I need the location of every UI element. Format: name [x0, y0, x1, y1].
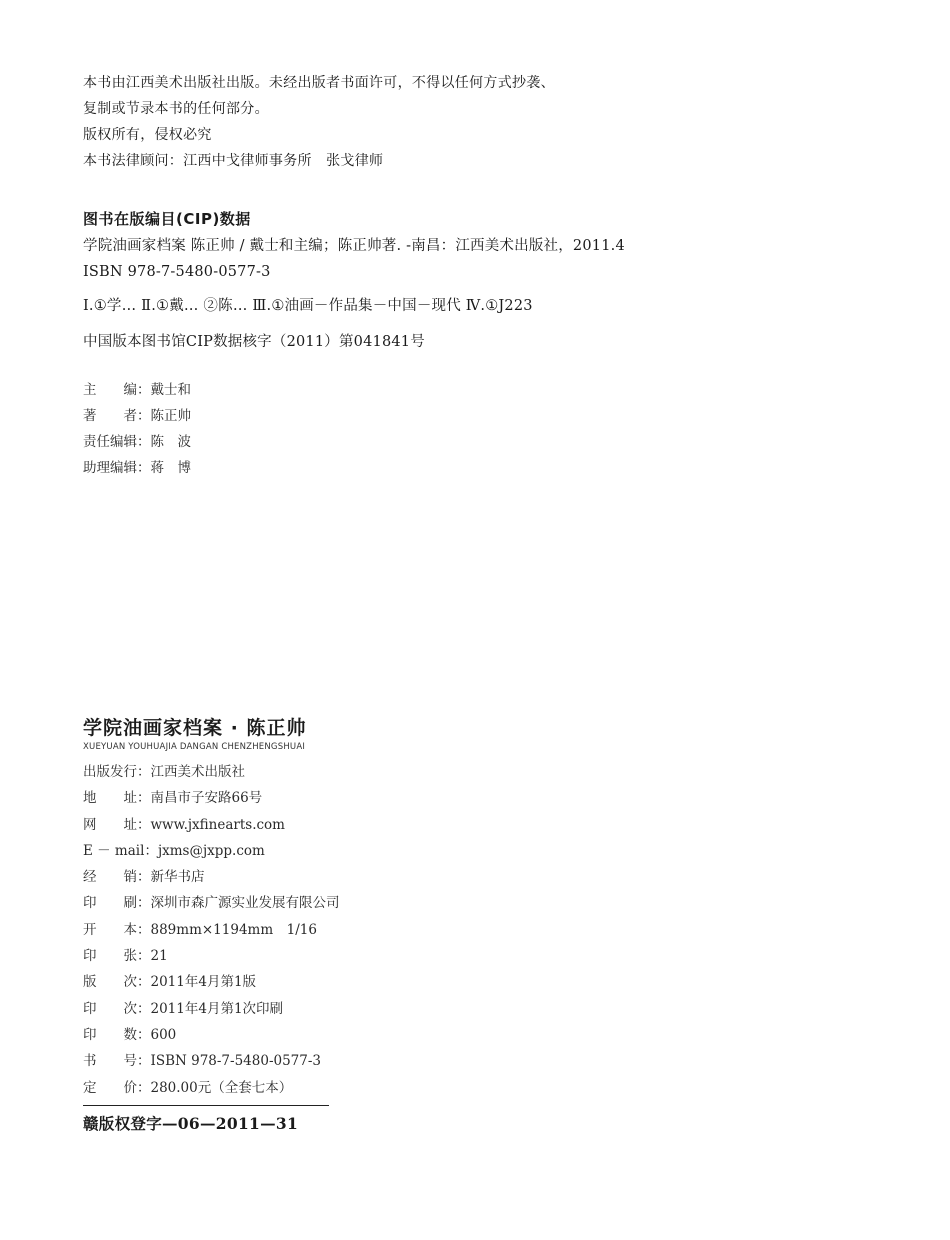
pub-label: 经 销	[83, 869, 137, 886]
copyright-notice	[83, 70, 555, 174]
credit-row: 责任编辑：陈 波	[83, 434, 191, 450]
pub-value: ISBN 978-7-5480-0577-3	[150, 1053, 322, 1070]
pub-label: 印 数	[83, 1026, 137, 1043]
pub-row: 经 销：新华书店	[83, 869, 205, 886]
pub-row: E － mail：jxms@jxpp.com	[83, 842, 265, 859]
editor-credits	[83, 377, 191, 481]
notice-line: 复制或节录本书的任何部分。	[83, 101, 269, 117]
pub-row: 书 号：ISBN 978-7-5480-0577-3	[83, 1053, 322, 1070]
book-title: 学院油画家档案 · 陈正帅	[83, 717, 307, 739]
notice-line: 本书由江西美术出版社出版。未经出版者书面许可，不得以任何方式抄袭、	[83, 75, 555, 91]
cip-line: 中国版本图书馆CIP数据核字（2011）第041841号	[83, 334, 425, 350]
pub-label: 出版发行	[83, 764, 137, 780]
pub-label: 网 址	[83, 816, 137, 833]
cip-line: ISBN 978-7-5480-0577-3	[83, 264, 271, 280]
pub-row: 网 址：www.jxfinearts.com	[83, 816, 285, 833]
pub-value: 南昌市子安路66号	[150, 790, 263, 807]
pub-label: 印 张	[83, 948, 137, 965]
pub-row: 开 本：889mm×1194mm 1/16	[83, 921, 317, 938]
pub-row: 印 刷：深圳市森广源实业发展有限公司	[83, 895, 340, 912]
credit-value: 陈 波	[150, 434, 191, 450]
book-title-pinyin: XUEYUAN YOUHUAJIA DANGAN CHENZHENGSHUAI	[83, 742, 306, 752]
pub-label: 印 刷	[83, 895, 137, 912]
publication-info	[83, 759, 340, 1101]
pub-row: 印 张：21	[83, 948, 168, 965]
credit-value: 戴士和	[150, 382, 191, 398]
credit-row: 著 者：陈正帅	[83, 408, 191, 424]
copyright-registration: 赣版权登字—06—2011—31	[83, 1114, 299, 1133]
pub-row: 出版发行：江西美术出版社	[83, 764, 245, 780]
pub-label: 书 号	[83, 1053, 137, 1070]
credit-label: 主 编	[83, 382, 137, 398]
pub-label: E － mail	[83, 842, 145, 859]
pub-value: 新华书店	[150, 869, 205, 886]
pub-label: 印 次	[83, 1000, 137, 1017]
cip-line: 学院油画家档案 陈正帅 / 戴士和主编；陈正帅著. -南昌：江西美术出版社，2011.4	[83, 238, 625, 254]
pub-row: 印 次：2011年4月第1次印刷	[83, 1000, 284, 1017]
pub-row: 地 址：南昌市子安路66号	[83, 790, 263, 807]
credit-value: 陈正帅	[150, 408, 191, 424]
credit-value: 蒋 博	[150, 460, 191, 476]
pub-value: 江西美术出版社	[150, 764, 245, 780]
pub-label: 开 本	[83, 921, 137, 938]
divider-rule	[83, 1105, 329, 1106]
pub-value: 889mm×1194mm 1/16	[150, 921, 317, 938]
credit-row: 主 编：戴士和	[83, 382, 191, 398]
pub-value: 280.00元（全套七本）	[150, 1079, 293, 1096]
pub-label: 版 次	[83, 974, 137, 991]
pub-label: 地 址	[83, 790, 137, 807]
pub-row: 版 次：2011年4月第1版	[83, 974, 257, 991]
pub-value: 600	[150, 1026, 177, 1043]
credit-label: 责任编辑	[83, 434, 137, 450]
pub-value: 2011年4月第1次印刷	[150, 1000, 284, 1017]
pub-value: 2011年4月第1版	[150, 974, 257, 991]
notice-line: 版权所有，侵权必究	[83, 127, 212, 143]
credit-label: 助理编辑	[83, 460, 137, 476]
pub-value: jxms@jxpp.com	[157, 842, 265, 859]
notice-line: 本书法律顾问：江西中戈律师事务所 张戈律师	[83, 153, 384, 169]
credit-row: 助理编辑：蒋 博	[83, 460, 191, 476]
cip-data	[83, 233, 625, 357]
pub-row: 印 数：600	[83, 1026, 177, 1043]
pub-value: 21	[150, 948, 168, 965]
pub-value: www.jxfinearts.com	[150, 816, 285, 833]
cip-heading: 图书在版编目(CIP)数据	[83, 210, 251, 228]
pub-value: 深圳市森广源实业发展有限公司	[150, 895, 340, 912]
credit-label: 著 者	[83, 408, 137, 424]
pub-row: 定 价：280.00元（全套七本）	[83, 1079, 293, 1096]
pub-label: 定 价	[83, 1079, 137, 1096]
cip-line: Ⅰ.①学… Ⅱ.①戴… ②陈… Ⅲ.①油画－作品集－中国－现代 Ⅳ.①J223	[83, 298, 533, 314]
